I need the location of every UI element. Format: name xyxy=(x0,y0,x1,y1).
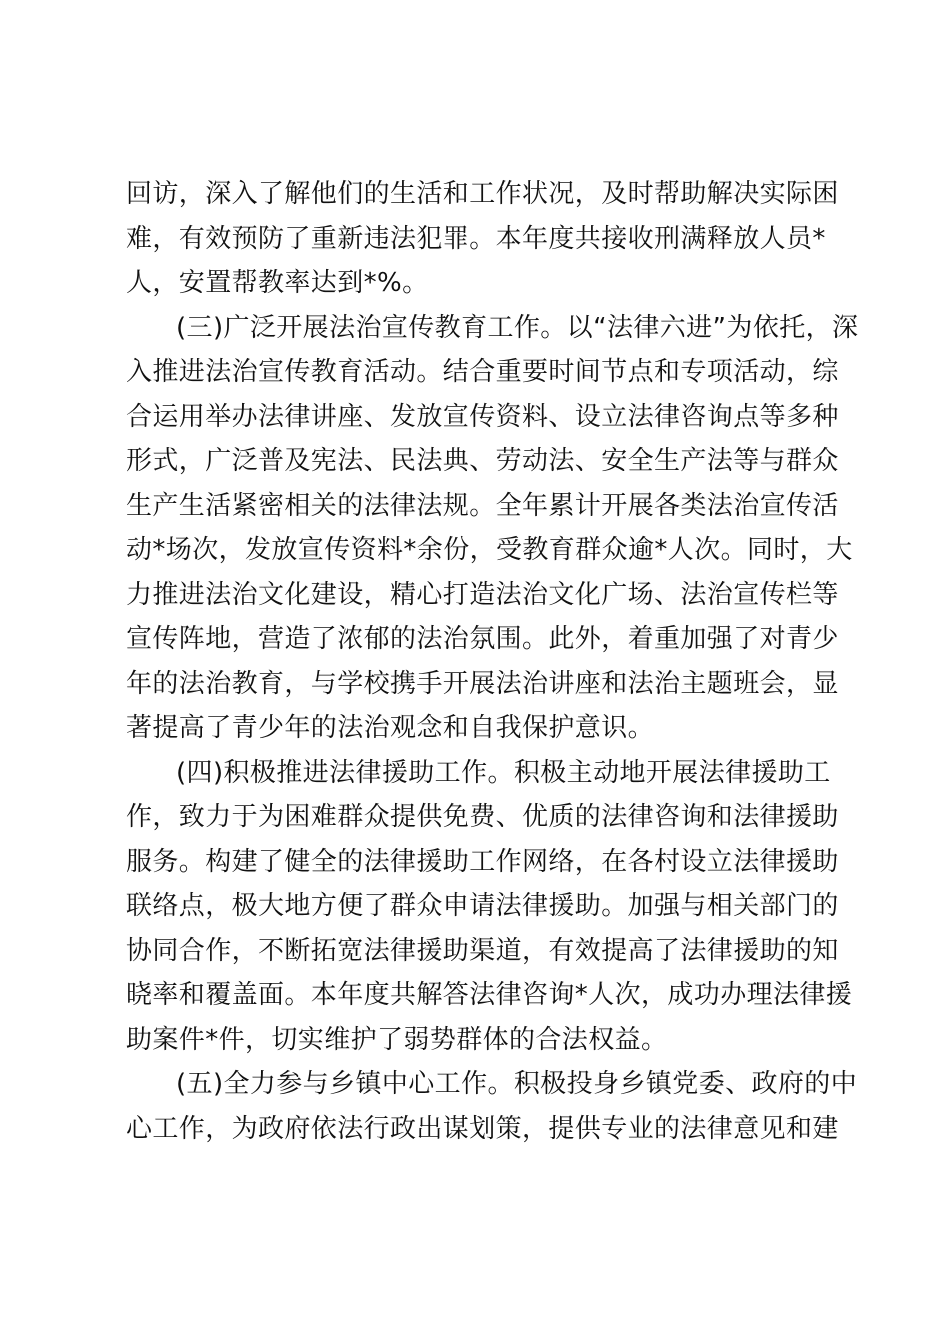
text-line: 联络点，极大地方便了群众申请法律援助。加强与相关部门的 xyxy=(126,891,839,921)
text-line: 回访，深入了解他们的生活和工作状况，及时帮助解决实际困 xyxy=(126,179,839,209)
text-line: 助案件*件，切实维护了弱势群体的合法权益。 xyxy=(126,1024,668,1055)
paragraph-continuation xyxy=(126,172,839,306)
text-line: 合运用举办法律讲座、发放宣传资料、设立法律咨询点等多种 xyxy=(126,401,839,432)
text-line: 心工作，为政府依法行政出谋划策，提供专业的法律意见和建 xyxy=(126,1113,839,1144)
text-line: 服务。构建了健全的法律援助工作网络，在各村设立法律援助 xyxy=(126,846,839,877)
text-line: 形式，广泛普及宪法、民法典、劳动法、安全生产法等与群众 xyxy=(126,446,839,476)
text-line: 入推进法治宣传教育活动。结合重要时间节点和专项活动，综 xyxy=(126,357,839,387)
text-line: 难，有效预防了重新违法犯罪。本年度共接收刑满释放人员* xyxy=(126,223,826,254)
paragraph-legal-education xyxy=(126,306,859,751)
text-line: 力推进法治文化建设，精心打造法治文化广场、法治宣传栏等 xyxy=(126,579,839,610)
text-line: 生产生活紧密相关的法律法规。全年累计开展各类法治宣传活 xyxy=(126,490,839,521)
text-line: 年的法治教育，与学校携手开展法治讲座和法治主题班会，显 xyxy=(126,668,839,699)
text-line: 晓率和覆盖面。本年度共解答法律咨询*人次，成功办理法律援 xyxy=(126,980,853,1010)
paragraph-legal-aid xyxy=(126,751,853,1063)
document-body xyxy=(126,172,859,1151)
text-line: 作，致力于为困难群众提供免费、优质的法律咨询和法律援助 xyxy=(126,802,839,832)
text-line: (四)积极推进法律援助工作。积极主动地开展法律援助工 xyxy=(176,757,831,788)
text-line: (五)全力参与乡镇中心工作。积极投身乡镇党委、政府的中 xyxy=(176,1069,858,1099)
text-line: 人，安置帮教率达到*%。 xyxy=(126,268,429,298)
text-line: 宣传阵地，营造了浓郁的法治氛围。此外，着重加强了对青少 xyxy=(126,624,839,654)
text-line: 协同合作，不断拓宽法律援助渠道，有效提高了法律援助的知 xyxy=(126,935,839,966)
text-line: 动*场次，发放宣传资料*余份，受教育群众逾*人次。同时，大 xyxy=(126,535,853,565)
text-line: 著提高了青少年的法治观念和自我保护意识。 xyxy=(126,713,655,743)
text-line: (三)广泛开展法治宣传教育工作。以“法律六进”为依托，深 xyxy=(176,312,859,343)
paragraph-town-center-work xyxy=(126,1062,858,1151)
